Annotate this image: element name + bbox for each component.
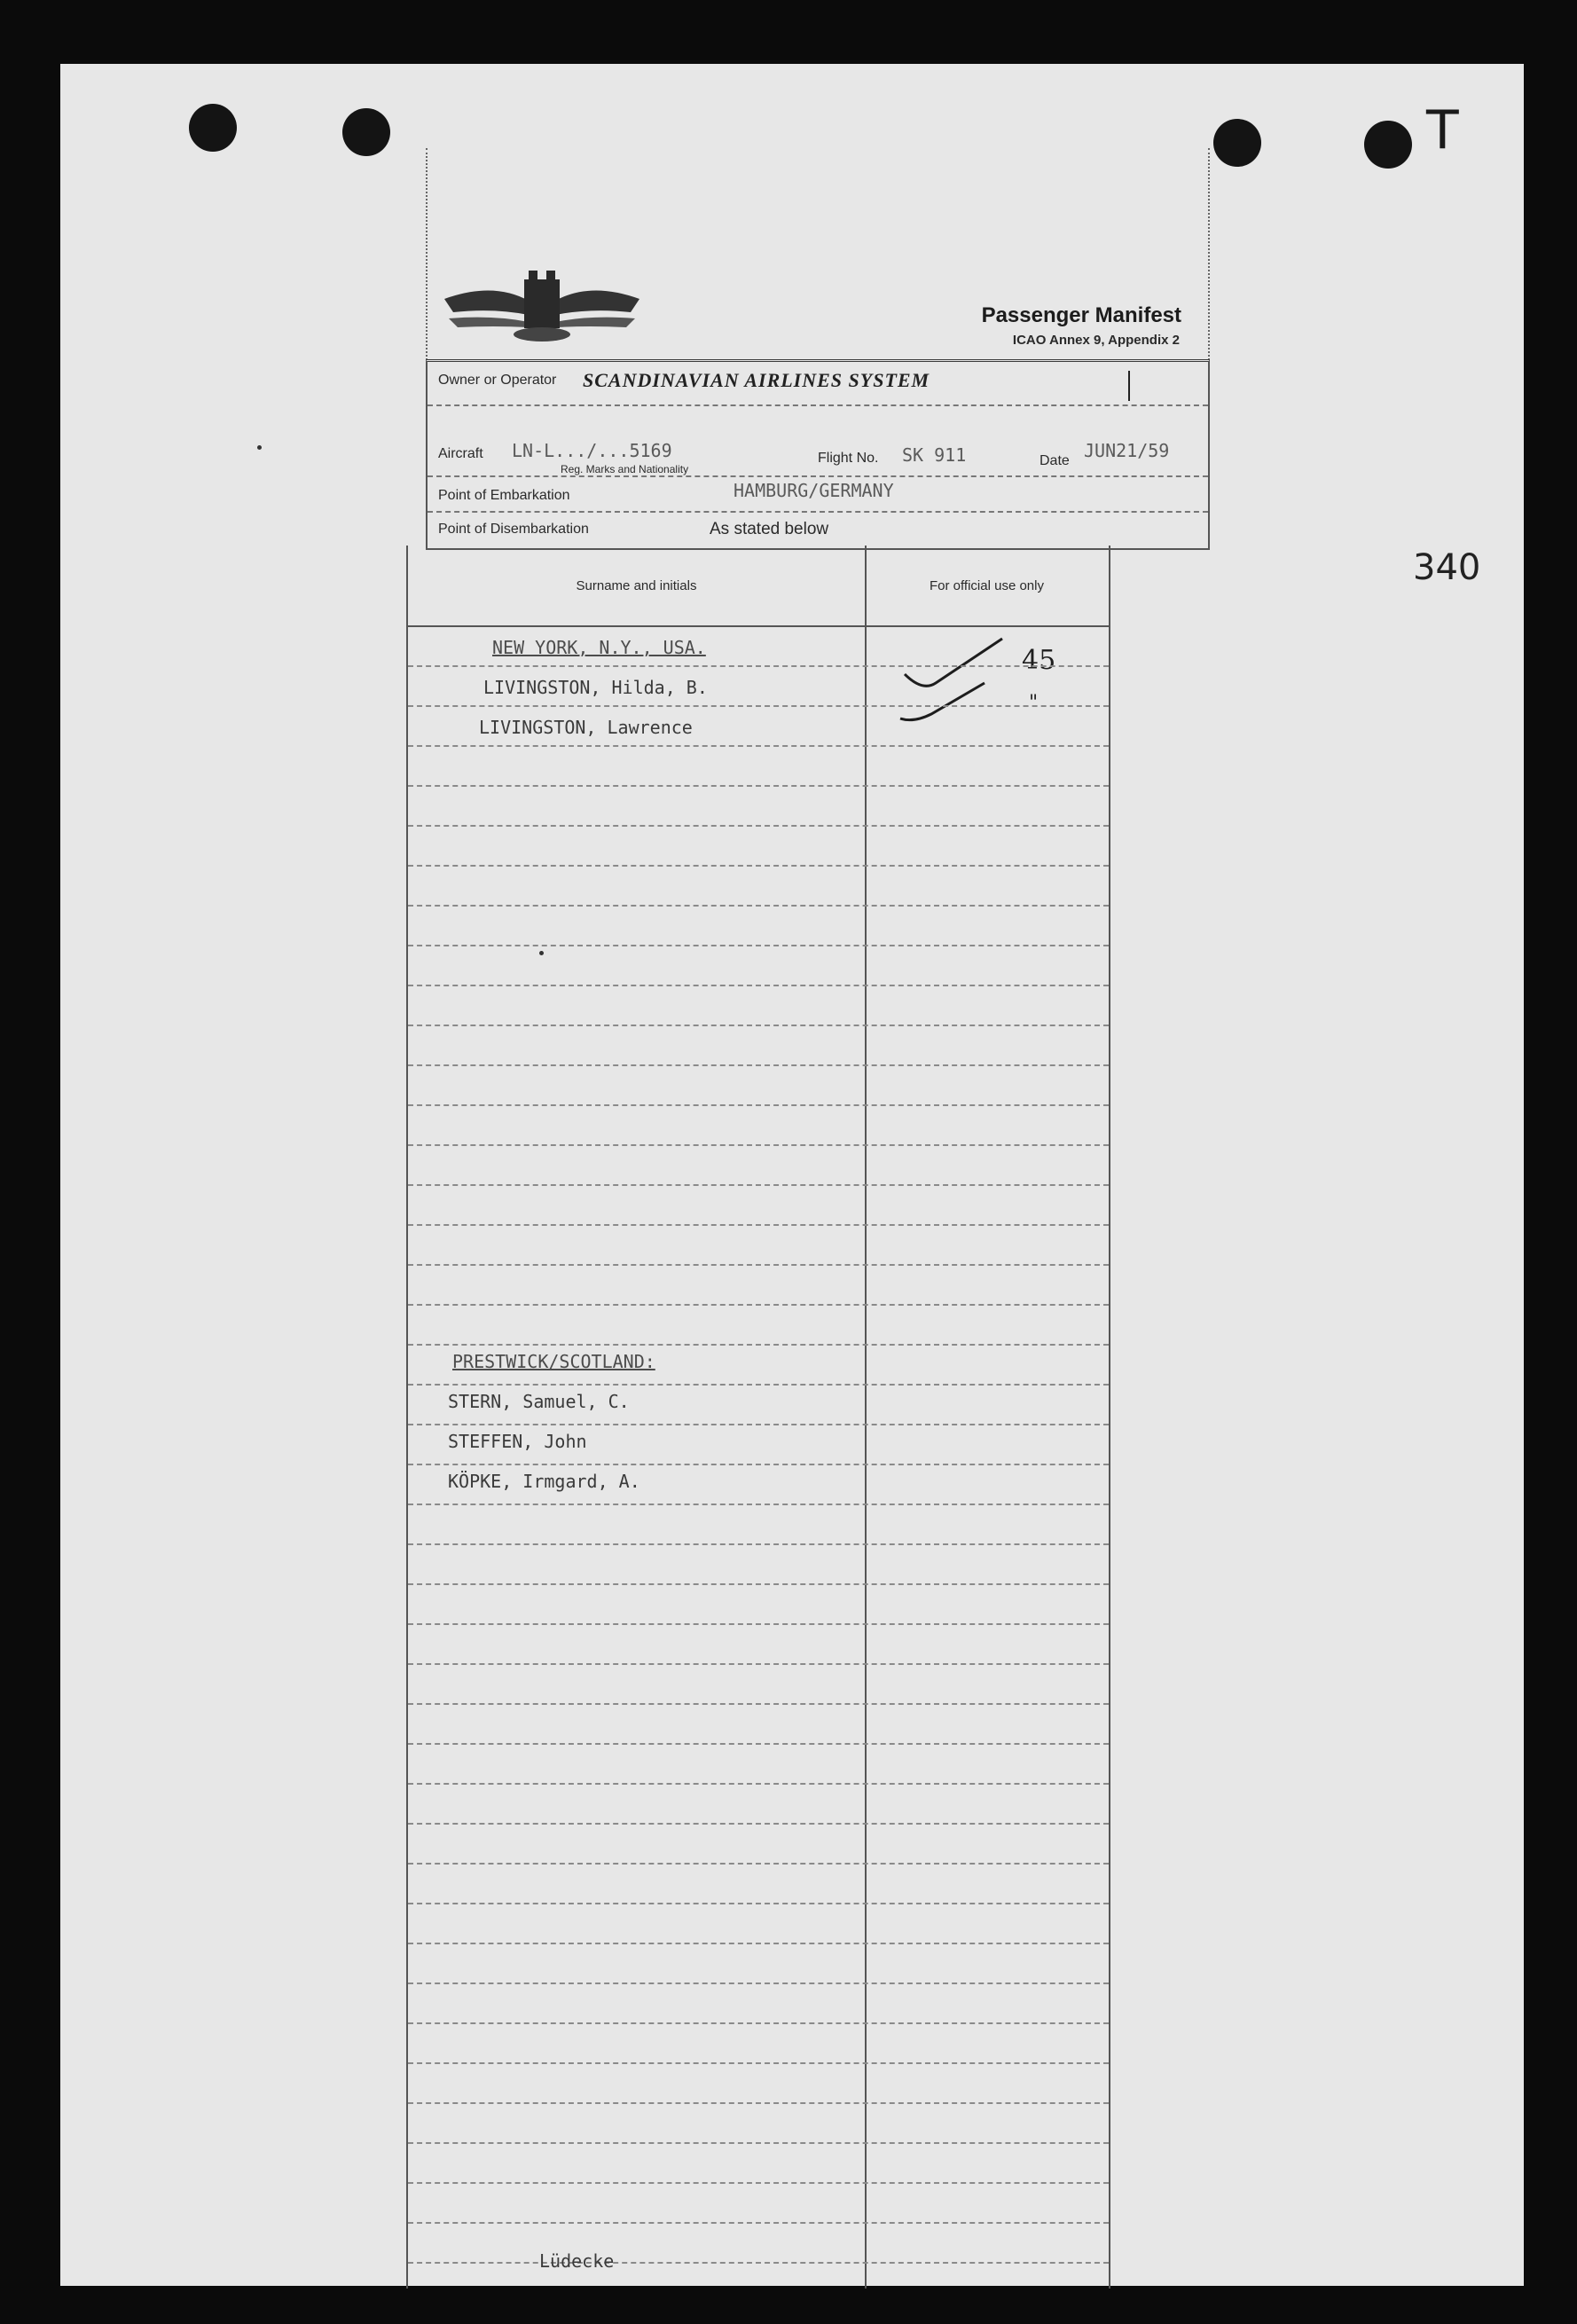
table-rule (408, 825, 1109, 827)
embark-label: Point of Embarkation (438, 488, 570, 503)
ref-mark: T (1426, 99, 1459, 161)
table-rule (408, 2022, 1109, 2024)
table-rule (408, 1464, 1109, 1465)
page-number: 340 (1413, 547, 1481, 588)
flight-details (426, 359, 1210, 550)
official-note: 45 (1022, 645, 1056, 676)
table-rule (408, 1823, 1109, 1825)
table-rule (408, 1903, 1109, 1904)
disembark-label: Point of Disembarkation (438, 522, 589, 537)
table-rule (408, 1663, 1109, 1665)
table-rule (408, 1025, 1109, 1026)
group-heading-prestwick: PRESTWICK/SCOTLAND: (452, 1351, 655, 1372)
column-divider (865, 546, 867, 2289)
passenger-row: STERN, Samuel, C. (448, 1391, 630, 1412)
aircraft-row (428, 404, 1208, 477)
owner-label: Owner or Operator (438, 373, 557, 388)
table-rule (408, 865, 1109, 867)
form-subtitle: ICAO Annex 9, Appendix 2 (1012, 333, 1180, 348)
owner-row (428, 362, 1208, 406)
table-rule (408, 1583, 1109, 1585)
table-rule (408, 1943, 1109, 1944)
manifest-sheet (60, 64, 1524, 2286)
table-rule (408, 1224, 1109, 1226)
passenger-row: LIVINGSTON, Hilda, B. (483, 677, 708, 698)
passenger-table (406, 546, 1110, 2289)
embark-value: HAMBURG/GERMANY (734, 480, 894, 501)
table-rule (408, 1064, 1109, 1066)
flight-label: Flight No. (818, 451, 879, 466)
table-rule (408, 1144, 1109, 1146)
date-value: JUN21/59 (1084, 440, 1170, 461)
aircraft-label: Aircraft (438, 446, 483, 461)
table-rule (408, 2262, 1109, 2264)
table-rule (408, 665, 1109, 667)
table-rule (408, 1184, 1109, 1186)
table-rule (408, 1783, 1109, 1785)
check-mark-icon (896, 630, 1038, 727)
table-rule (408, 2062, 1109, 2064)
passenger-row: KÖPKE, Irmgard, A. (448, 1471, 640, 1492)
footer-name: Lüdecke (539, 2250, 615, 2272)
flight-value: SK 911 (902, 444, 967, 466)
disembarkation-row (428, 511, 1208, 546)
table-rule (408, 2142, 1109, 2144)
table-rule (408, 1384, 1109, 1386)
table-rule (408, 1104, 1109, 1106)
col-header-names: Surname and initials (408, 546, 865, 627)
table-rule (408, 2222, 1109, 2224)
table-rule (408, 1543, 1109, 1545)
owner-value: SCANDINAVIAN AIRLINES SYSTEM (583, 369, 930, 391)
table-rule (408, 905, 1109, 907)
table-rule (408, 945, 1109, 946)
col-header-official: For official use only (865, 546, 1109, 627)
group-heading-new-york: NEW YORK, N.Y., USA. (492, 637, 706, 658)
table-rule (408, 745, 1109, 747)
disembark-value: As stated below (710, 520, 829, 538)
official-note: " (1029, 692, 1039, 714)
table-rule (408, 1264, 1109, 1266)
table-rule (408, 705, 1109, 707)
tick-mark (1128, 371, 1130, 401)
date-label: Date (1040, 453, 1070, 468)
table-rule (408, 1424, 1109, 1425)
aircraft-value: LN-L.../...5169 (512, 440, 672, 461)
table-rule (408, 1504, 1109, 1505)
passenger-row: STEFFEN, John (448, 1431, 587, 1452)
table-rule (408, 1703, 1109, 1705)
table-rule (408, 1743, 1109, 1745)
table-rule (408, 2102, 1109, 2104)
airline-wings-logo (440, 263, 644, 352)
table-rule (408, 1304, 1109, 1306)
passenger-manifest-form (60, 64, 1524, 2286)
table-rule (408, 1623, 1109, 1625)
table-rule (408, 1863, 1109, 1865)
reg-label: Reg. Marks and Nationality (561, 463, 689, 475)
table-rule (408, 785, 1109, 787)
form-title: Passenger Manifest (981, 303, 1181, 327)
table-rule (408, 2182, 1109, 2184)
table-rule (408, 1344, 1109, 1346)
table-rule (408, 1982, 1109, 1984)
passenger-row: LIVINGSTON, Lawrence (479, 717, 693, 738)
table-rule (408, 985, 1109, 986)
embarkation-row (428, 475, 1208, 513)
